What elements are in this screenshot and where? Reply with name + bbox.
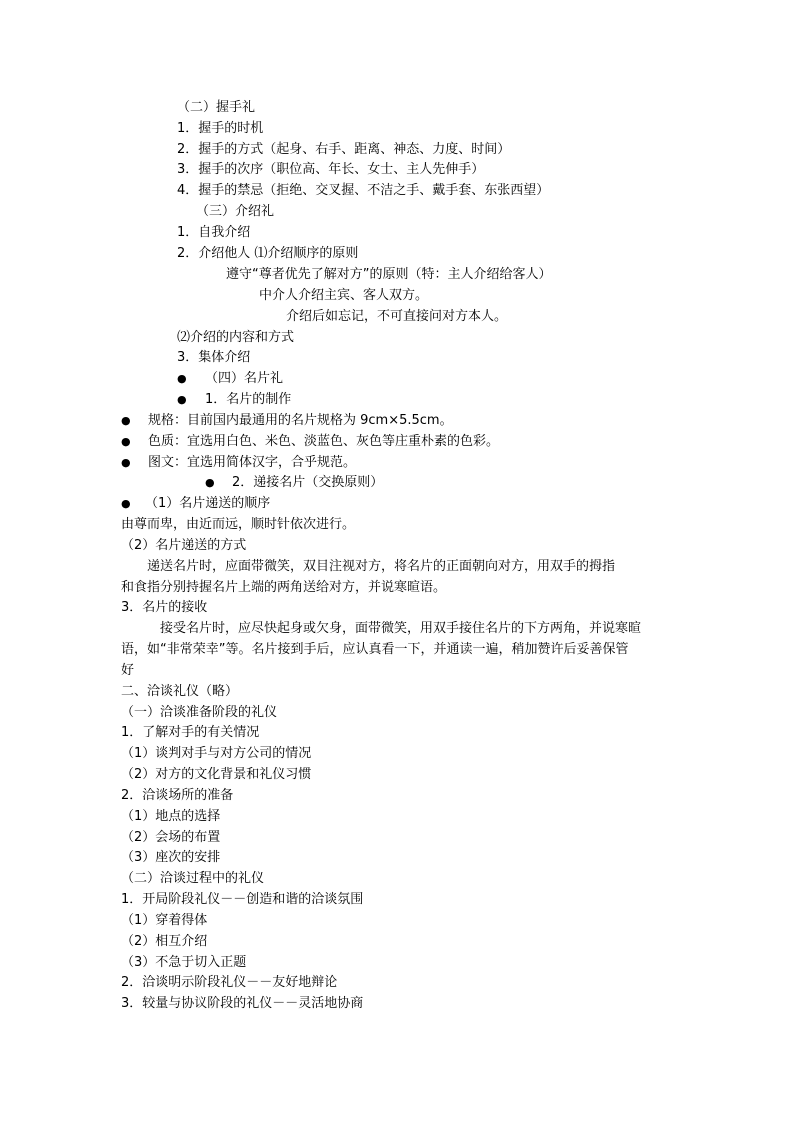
bullet-icon: ● <box>121 435 131 448</box>
paragraph-line: 好 <box>121 663 135 678</box>
text-line: （二）洽谈过程中的礼仪 <box>121 871 265 886</box>
text-line: （2）对方的文化背景和礼仪习惯 <box>121 767 312 782</box>
text-line: （1）谈判对手与对方公司的情况 <box>121 746 312 761</box>
bullet-icon: ● <box>121 456 131 469</box>
text-line: 图文：宜选用简体汉字，合乎规范。 <box>148 455 357 470</box>
paragraph-line: 语，如“非常荣幸”等。名片接到手后，应认真看一下，并通读一遍，稍加赞许后妥善保管 <box>121 642 629 657</box>
text-line: （3）座次的安排 <box>121 850 221 865</box>
text-line: 遵守“尊者优先了解对方”的原则（特：主人介绍给客人） <box>226 267 552 282</box>
text-line: （2）相互介绍 <box>121 934 208 949</box>
text-line: （2）会场的布置 <box>121 830 221 845</box>
text-line: （1）穿着得体 <box>121 913 208 928</box>
text-line: （2）名片递送的方式 <box>121 538 247 553</box>
text-line: 2．洽谈场所的准备 <box>121 788 234 803</box>
paragraph-line: 接受名片时，应尽快起身或欠身，面带微笑，用双手接住名片的下方两角，并说寒暄 <box>160 621 642 636</box>
text-line: 1．握手的时机 <box>177 121 264 136</box>
text-line: 2．握手的方式（起身、右手、距离、神态、力度、时间） <box>177 142 511 157</box>
text-line: 2．洽谈明示阶段礼仪－－友好地辩论 <box>121 975 338 990</box>
text-line: ⑵介绍的内容和方式 <box>177 330 295 345</box>
text-line: 3．名片的接收 <box>121 600 208 615</box>
bullet-icon: ● <box>177 393 187 406</box>
text-line: （一）洽谈准备阶段的礼仪 <box>121 705 278 720</box>
text-line: 规格：目前国内最通用的名片规格为 9cm×5.5cm。 <box>148 413 453 428</box>
bullet-icon: ● <box>121 497 131 510</box>
text-line: 1．名片的制作 <box>205 392 292 407</box>
text-line: （1）名片递送的顺序 <box>145 496 271 511</box>
text-line: 4．握手的禁忌（拒绝、交叉握、不洁之手、戴手套、东张西望） <box>177 183 550 198</box>
text-line: 3．握手的次序（职位高、年长、女士、主人先伸手） <box>177 162 485 177</box>
text-line: 中介人介绍主宾、客人双方。 <box>259 288 429 303</box>
text-line: 3．较量与协议阶段的礼仪－－灵活地协商 <box>121 996 364 1011</box>
text-line: （3）不急于切入正题 <box>121 955 247 970</box>
text-line: 2．介绍他人 ⑴介绍顺序的原则 <box>177 246 359 261</box>
paragraph-line: 递送名片时，应面带微笑，双目注视对方，将名片的正面朝向对方，用双手的拇指 <box>147 559 616 574</box>
paragraph-line: 和食指分别持握名片上端的两角送给对方，并说寒暄语。 <box>121 580 447 595</box>
bullet-icon: ● <box>121 414 131 427</box>
text-line: 1．自我介绍 <box>177 225 251 240</box>
text-line: 2．递接名片（交换原则） <box>232 475 384 490</box>
text-line: 1．了解对手的有关情况 <box>121 725 260 740</box>
text-line: （1）地点的选择 <box>121 809 221 824</box>
text-line: 3．集体介绍 <box>177 350 251 365</box>
section-heading-negotiation: 二、洽谈礼仪（略） <box>121 684 239 699</box>
bullet-icon: ● <box>177 372 187 385</box>
bullet-icon: ● <box>205 476 215 489</box>
section-heading-business-card: （四）名片礼 <box>205 371 284 386</box>
text-line: 由尊而卑，由近而远，顺时针依次进行。 <box>121 517 356 532</box>
text-line: 介绍后如忘记，不可直接问对方本人。 <box>286 309 508 324</box>
text-line: 色质：宜选用白色、米色、淡蓝色、灰色等庄重朴素的色彩。 <box>148 434 500 449</box>
section-heading-handshake: （二）握手礼 <box>177 100 256 115</box>
text-line: 1．开局阶段礼仪－－创造和谐的洽谈氛围 <box>121 892 364 907</box>
section-heading-introduction: （三）介绍礼 <box>196 204 275 219</box>
